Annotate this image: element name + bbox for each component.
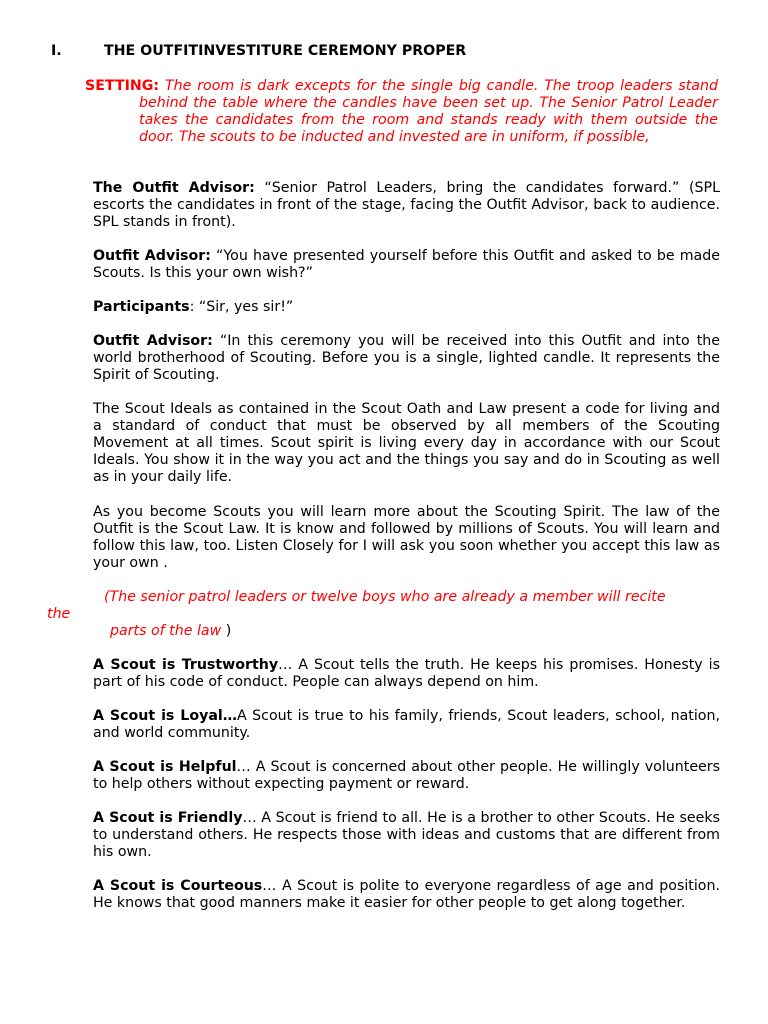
law-title: A Scout is Loyal… xyxy=(93,708,237,724)
law-helpful xyxy=(93,759,720,793)
body-text: The Scout Ideals as contained in the Scout Oath and Law present a code for living and a standard of conduct that must be observed by all members of the Scouting Movement at all times. Scout spirit is living every day in accordance with our Scout Ideals. You show it in the way you act and the things you say and do in Scouting as well as in your daily life. xyxy=(93,401,720,485)
stage-note-line-3 xyxy=(110,623,231,640)
setting-paragraph xyxy=(85,78,718,146)
dialogue-text: : “Sir, yes sir!” xyxy=(189,299,294,315)
law-title: A Scout is Courteous xyxy=(93,878,263,894)
body-text: As you become Scouts you will learn more about the Scouting Spirit. The law of the Outfit is the Scout Law. It is know and followed by millions of Scouts. You will learn and follow this law, too. Listen Closely for I will ask you soon whether you accept this law as your own . xyxy=(93,504,720,571)
section-heading xyxy=(51,43,466,60)
speaker-label: Outfit Advisor: xyxy=(93,248,211,264)
stage-note-line-1: (The senior patrol leaders or twelve boys who are already a member will recite xyxy=(104,589,666,605)
law-title: A Scout is Helpful xyxy=(93,759,237,775)
law-text: … A Scout tells the truth. He keeps his promises. Honesty is part of his code of conduct. People can always depend on him. xyxy=(93,657,721,690)
section-title: THE OUTFITINVESTITURE CEREMONY PROPER xyxy=(104,43,467,59)
dialogue-text: “In this ceremony you will be received into this Outfit and into the world brotherhood of Scouting. Before you is a single, lighted candle. It represents the Spirit of Scouting. xyxy=(93,333,720,383)
stage-note-line-2: the xyxy=(47,606,71,622)
section-number: I. xyxy=(51,43,62,59)
law-courteous xyxy=(93,878,720,912)
law-text: A Scout is true to his family, friends, Scout leaders, school, nation, and world community. xyxy=(93,708,720,741)
paragraph-scout-ideals xyxy=(93,401,720,486)
dialogue-text: “You have presented yourself before this Outfit and asked to be made Scouts. Is this your own wish?” xyxy=(93,248,720,281)
stage-note-text: parts of the law xyxy=(110,623,222,639)
law-friendly xyxy=(93,810,720,861)
law-text: … A Scout is friend to all. He is a brother to other Scouts. He seeks to understand others. He respects those with ideas and customs that are different from his own. xyxy=(93,810,721,860)
paragraph-participants xyxy=(93,299,720,316)
speaker-label: Participants xyxy=(93,299,190,315)
speaker-label: The Outfit Advisor: xyxy=(93,180,255,196)
paragraph-advisor-3 xyxy=(93,333,720,384)
stage-note-close: ) xyxy=(221,623,232,639)
paragraph-advisor-2 xyxy=(93,248,720,282)
law-trustworthy xyxy=(93,657,720,691)
law-text: … A Scout is polite to everyone regardless of age and position. He knows that good manners make it easier for other people to get along together. xyxy=(93,878,720,911)
law-title: A Scout is Trustworthy xyxy=(93,657,279,673)
paragraph-scouting-spirit xyxy=(93,504,720,572)
setting-label: SETTING: xyxy=(85,78,160,94)
law-loyal xyxy=(93,708,720,742)
law-text: … A Scout is concerned about other people. He willingly volunteers to help others without expecting payment or reward. xyxy=(93,759,720,792)
dialogue-text: “Senior Patrol Leaders, bring the candidates forward.” (SPL escorts the candidates in front of the stage, facing the Outfit Advisor, back to audience. SPL stands in front). xyxy=(93,180,720,230)
law-title: A Scout is Friendly xyxy=(93,810,243,826)
speaker-label: Outfit Advisor: xyxy=(93,333,213,349)
paragraph-advisor-1 xyxy=(93,180,720,231)
setting-text: The room is dark excepts for the single big candle. The troop leaders stand behind the table where the candles have been set up. The Senior Patrol Leader takes the candidates from the room and stands ready with them outside the door. The scouts to be inducted and invested are in uniform, if possible, xyxy=(139,78,718,145)
